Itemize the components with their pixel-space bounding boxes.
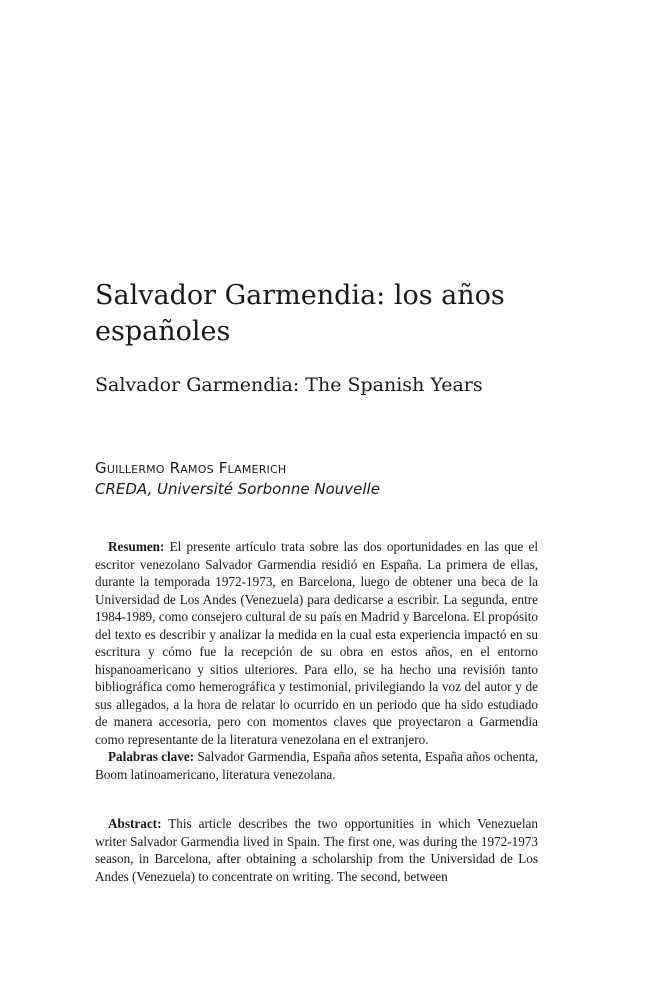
author-affiliation: CREDA, Université Sorbonne Nouvelle: [95, 480, 380, 498]
resumen-label: Resumen:: [108, 539, 165, 554]
keywords-text: Salvador Garmendia, España años setenta, España años ochenta, Boom latinoamericano, literatura venezolana.: [95, 749, 538, 782]
article-title-english: Salvador Garmendia: The Spanish Years: [95, 374, 483, 396]
abstract-text: This article describes the two opportunities in which Venezuelan writer Salvador Garmendia lived in Spain. The first one, was during the 1972-1973 season, in Barcelona, after obtaining a scholarship from the Universidad de Los Andes (Venezuela) to concentrate on writing. The second, between: [95, 816, 538, 884]
abstract-section: [95, 815, 538, 885]
resumen-text: El presente artículo trata sobre las dos oportunidades en las que el escritor venezolano Salvador Garmendia residió en España. La primera de ellas, durante la temporada 1972-1973, en Barcelona, luego de obtener una beca de la Universidad de Los Andes (Venezuela) para dedicarse a escribir. La segunda, entre 1984-1989, como consejero cultural de su país en Madrid y Barcelona. El propósito del texto es describir y analizar la medida en la cual esta experiencia impactó en su escritura y cómo fue la recepción de su obra en estos años, en el entorno hispanoamericano y sitios ulteriores. Para ello, se ha hecho una revisión tanto bibliográfica como hemerográfica y testimonial, privilegiando la voz del autor y de sus allegados, a la hora de relatar lo ocurrido en un periodo que ha sido estudiado de manera accesoria, pero con momentos claves que proyectaron a Garmendia como representante de la literatura venezolana en el extranjero.: [95, 539, 539, 747]
keywords-paragraph: [95, 748, 538, 783]
abstract-label: Abstract:: [108, 816, 162, 831]
article-title-line-1: Salvador Garmendia: los años: [95, 280, 505, 311]
resumen-paragraph: [95, 538, 538, 748]
abstract-paragraph: [95, 815, 538, 885]
author-name: Guillermo Ramos Flamerich: [95, 459, 287, 477]
keywords-label: Palabras clave:: [108, 749, 195, 764]
article-title: [95, 278, 555, 350]
resumen-section: [95, 538, 538, 783]
article-title-line-2: españoles: [95, 316, 231, 347]
